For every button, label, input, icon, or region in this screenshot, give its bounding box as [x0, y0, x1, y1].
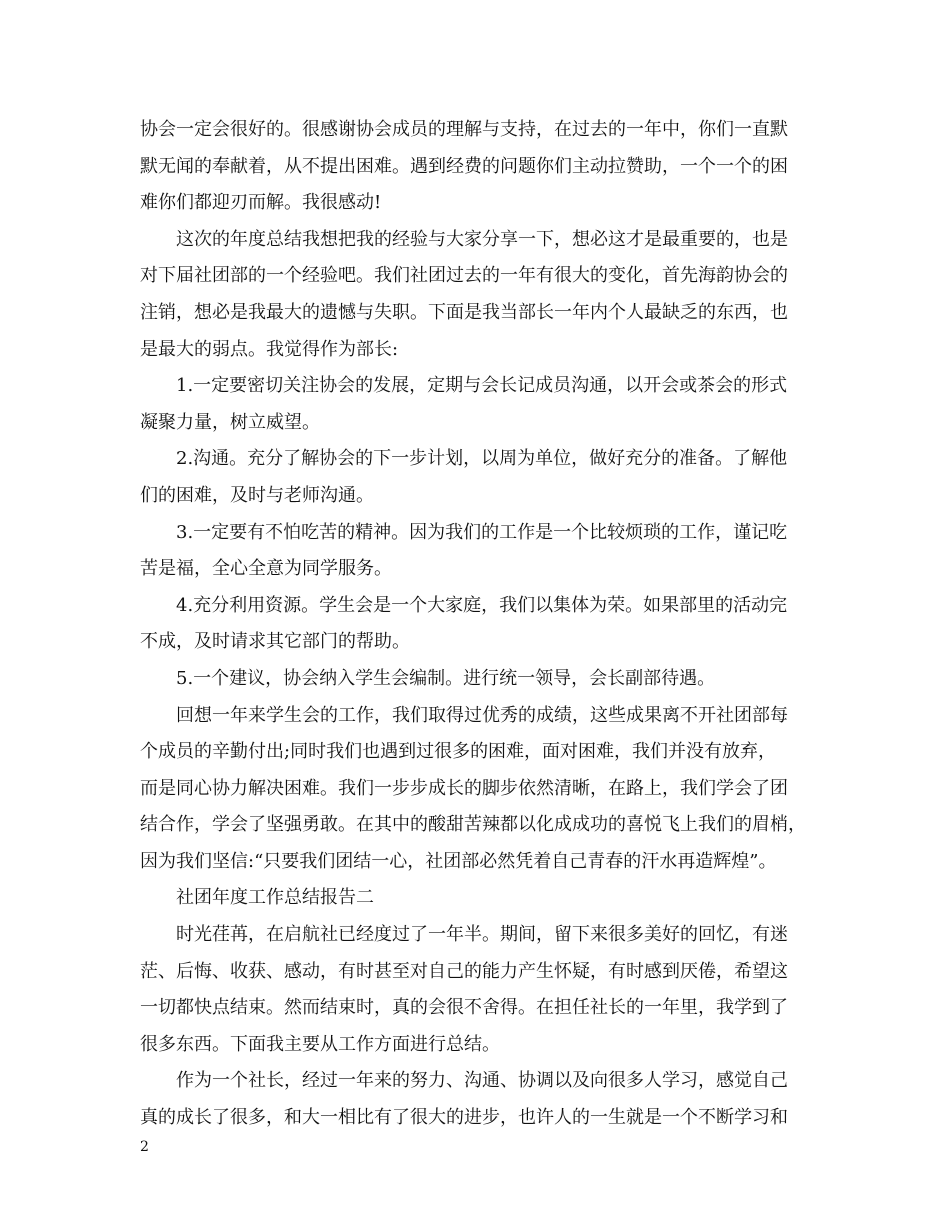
text-line: 社团年度工作总结报告二 — [176, 887, 374, 909]
text-line: 注销，想必是我最大的遗憾与失职。下面是我当部长一年内个人最缺乏的东西，也 — [140, 301, 788, 323]
text-line: 3.一定要有不怕吃苦的精神。因为我们的工作是一个比较烦琐的工作，谨记吃 — [176, 521, 788, 543]
text-line: 结合作，学会了坚强勇敢。在其中的酸甜苦辣都以化成成功的喜悦飞上我们的眉梢， — [140, 814, 806, 836]
text-line: 协会一定会很好的。很感谢协会成员的理解与支持，在过去的一年中，你们一直默 — [140, 119, 788, 140]
text-line: 4.充分利用资源。学生会是一个大家庭，我们以集体为荣。如果部里的活动完 — [176, 594, 788, 616]
text-line: 因为我们坚信:“只要我们团结一心，社团部必然凭着自己青春的汗水再造辉煌”。 — [140, 850, 777, 872]
document-body — [140, 112, 815, 1137]
text-line: 是最大的弱点。我觉得作为部长: — [140, 338, 399, 360]
text-line: 一切都快点结束。然而结束时，真的会很不舍得。在担任社长的一年里，我学到了 — [140, 997, 788, 1019]
page-number: 2 — [140, 1139, 149, 1155]
text-line: 5.一个建议，协会纳入学生会编制。进行统一领导，会长副部待遇。 — [176, 667, 716, 689]
text-line: 难你们都迎刃而解。我很感动! — [140, 192, 382, 214]
text-line: 们的困难，及时与老师沟通。 — [140, 484, 374, 506]
text-line: 凝聚力量，树立威望。 — [140, 411, 320, 433]
text-line: 默无闻的奉献着，从不提出困难。遇到经费的问题你们主动拉赞助，一个一个的困 — [140, 155, 788, 177]
text-line: 时光荏苒，在启航社已经度过了一年半。期间，留下来很多美好的回忆，有迷 — [176, 924, 788, 946]
text-line: 对下届社团部的一个经验吧。我们社团过去的一年有很大的变化，首先海韵协会的 — [140, 265, 788, 287]
text-line: 回想一年来学生会的工作，我们取得过优秀的成绩，这些成果离不开社团部每 — [176, 704, 788, 726]
text-line: 很多东西。下面我主要从工作方面进行总结。 — [140, 1033, 500, 1055]
text-line: 作为一个社长，经过一年来的努力、沟通、协调以及向很多人学习，感觉自己 — [176, 1070, 788, 1092]
text-line: 这次的年度总结我想把我的经验与大家分享一下，想必这才是最重要的，也是 — [176, 228, 788, 250]
text-line: 而是同心协力解决困难。我们一步步成长的脚步依然清晰，在路上，我们学会了团 — [140, 777, 788, 799]
text-line: 茫、后悔、收获、感动，有时甚至对自己的能力产生怀疑，有时感到厌倦，希望这 — [140, 960, 788, 982]
text-line: 2.沟通。充分了解协会的下一步计划，以周为单位，做好充分的准备。了解他 — [176, 448, 788, 470]
text-line: 不成，及时请求其它部门的帮助。 — [140, 631, 410, 653]
text-line: 苦是福，全心全意为同学服务。 — [140, 558, 392, 580]
text-line: 1.一定要密切关注协会的发展，定期与会长记成员沟通，以开会或茶会的形式 — [176, 375, 788, 397]
text-line: 真的成长了很多，和大一相比有了很大的进步，也许人的一生就是一个不断学习和 — [140, 1107, 788, 1129]
text-line: 个成员的辛勤付出;同时我们也遇到过很多的困难，面对困难，我们并没有放弃， — [140, 741, 777, 763]
